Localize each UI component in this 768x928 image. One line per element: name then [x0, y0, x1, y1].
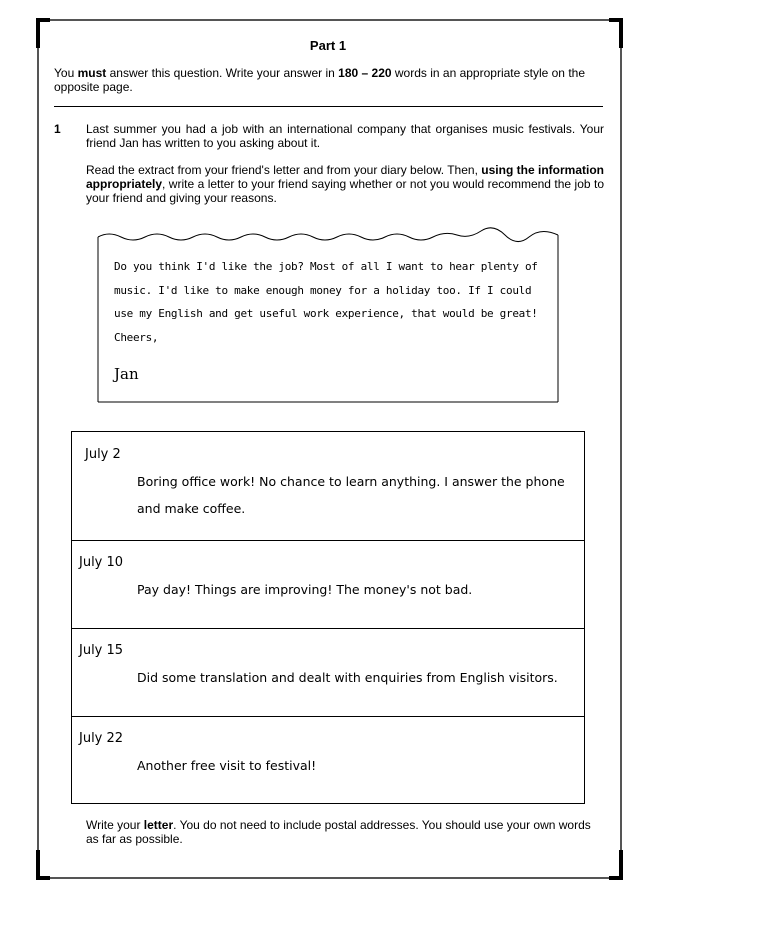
diary-entry	[72, 432, 584, 541]
question-intro: Last summer you had a job with an international company that organises music festivals. Your friend Jan has written to you asking about it.	[86, 122, 604, 150]
diary-date: July 10	[79, 555, 124, 570]
letter-text	[114, 255, 544, 349]
diary-entry	[72, 540, 584, 629]
diary-note: Did some translation and dealt with enquiries from English visitors.	[137, 670, 558, 685]
diary-date: July 22	[79, 731, 124, 746]
part-title: Part 1	[309, 38, 347, 53]
letter-closing: Cheers,	[114, 330, 159, 344]
diary-note: Pay day! Things are improving! The money's not bad.	[137, 582, 473, 597]
footer-instructions: Write your letter. You do not need to include postal addresses. You should use your own words as far as possible.	[86, 818, 591, 846]
diary-entry	[72, 716, 584, 804]
diary-note: Another free visit to festival!	[137, 758, 317, 773]
letter-signature: Jan	[114, 365, 139, 383]
diary-table	[71, 431, 585, 804]
question-task: Read the extract from your friend's letter and from your diary below. Then, using the information appropriately, write a letter to your friend saying whether or not you would recommend the job to your friend and giving your reasons.	[86, 163, 604, 205]
divider	[54, 106, 603, 107]
diary-date: July 2	[85, 447, 121, 462]
instructions: You must answer this question. Write your answer in 180 – 220 words in an appropriate style on the opposite page.	[54, 66, 585, 94]
letter-body: Do you think I'd like the job? Most of all I want to hear plenty of music. I'd like to make enough money for a holiday too. If I could use my English and get useful work experience, that would be great!	[114, 260, 538, 320]
diary-note: Boring office work! No chance to learn anything. I answer the phone and make coffee.	[137, 474, 565, 516]
diary-entry	[72, 628, 584, 717]
question-number: 1	[54, 122, 61, 136]
letter-extract	[97, 225, 559, 403]
diary-date: July 15	[79, 643, 124, 658]
